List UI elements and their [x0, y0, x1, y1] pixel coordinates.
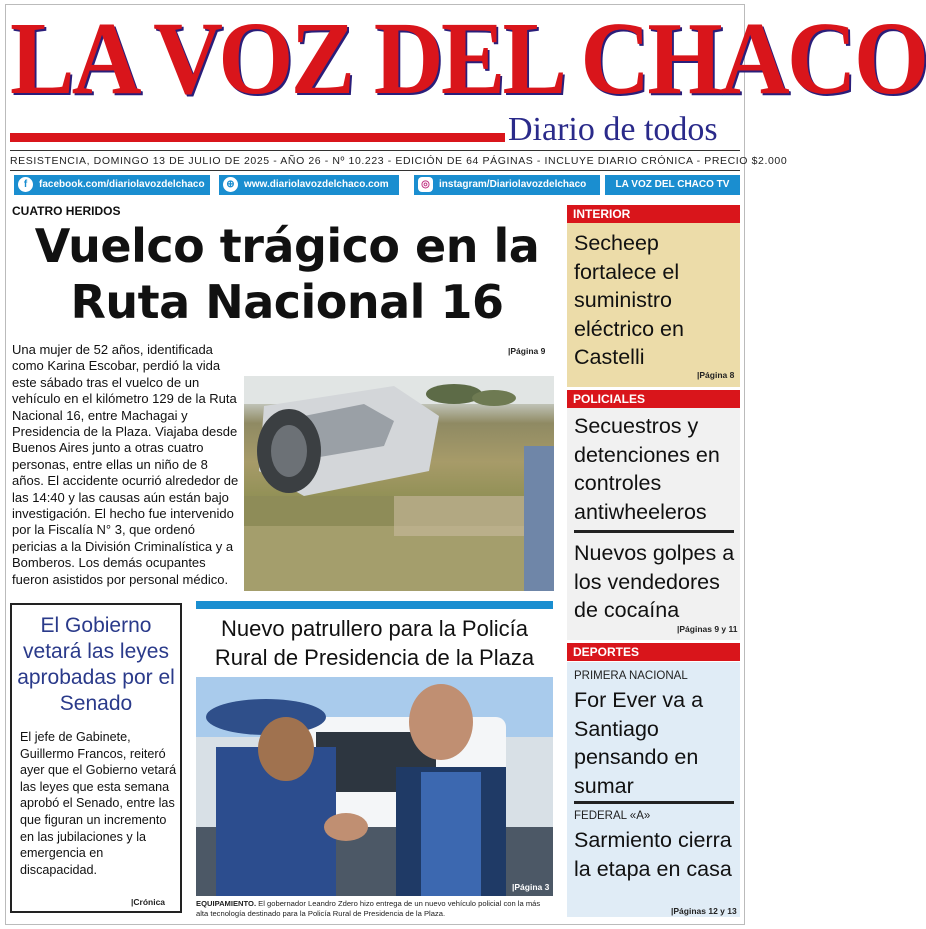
dateline: RESISTENCIA, DOMINGO 13 DE JULIO DE 2025 - AÑO 26 - Nº 10.223 - EDICIÓN DE 64 PÁGINAS - INCLUYE DIARIO CRÓNICA - PRECIO $2.000 [10, 155, 788, 167]
divider [574, 801, 734, 804]
patrol-headline[interactable]: Nuevo patrullero para la Policía Rural de Presidencia de la Plaza [214, 616, 535, 670]
masthead-tagline: Diario de todos [508, 111, 718, 148]
lead-page-ref: |Página 9 [508, 346, 546, 356]
patrol-caption [196, 899, 553, 918]
website-label: www.diariolavozdelchaco.com [244, 179, 389, 190]
facebook-icon: f [18, 177, 33, 192]
caption-text: El gobernador Leandro Zdero hizo entrega de un nuevo vehículo policial con la más alta tecnología destinado para la Policía Rural de Presidencia de la Plaza. [196, 899, 541, 918]
accident-photo [244, 376, 554, 591]
lead-kicker: CUATRO HERIDOS [12, 204, 121, 218]
tv-link[interactable]: LA VOZ DEL CHACO TV [605, 175, 740, 195]
lead-headline[interactable]: Vuelco trágico en la Ruta Nacional 16 [34, 219, 540, 329]
caption-label: EQUIPAMIENTO. [196, 899, 257, 908]
deportes-kicker-1: PRIMERA NACIONAL [574, 670, 688, 682]
patrol-photo [196, 677, 553, 896]
facebook-label: facebook.com/diariolavozdelchaco [39, 179, 205, 190]
deportes-page-ref: |Páginas 12 y 13 [671, 906, 737, 916]
government-box [10, 603, 182, 913]
interior-headline[interactable]: Secheep fortalece el suministro eléctrico en Castelli [574, 231, 684, 369]
policiales-page-ref: |Páginas 9 y 11 [677, 624, 738, 634]
section-tag-deportes[interactable]: DEPORTES [567, 643, 740, 661]
accident-photo-art [244, 376, 554, 591]
facebook-link[interactable] [14, 175, 210, 195]
deportes-kicker-2: FEDERAL «A» [574, 810, 651, 822]
divider [10, 150, 740, 151]
patrol-photo-art [196, 677, 553, 896]
section-tag-policiales[interactable]: POLICIALES [567, 390, 740, 408]
divider [10, 170, 740, 171]
government-page-ref: |Crónica [131, 897, 166, 907]
policiales-headline-2[interactable]: Nuevos golpes a los vendedores de cocaína [574, 541, 735, 622]
section-tag-interior[interactable]: INTERIOR [567, 205, 740, 223]
globe-icon: ⊕ [223, 177, 238, 192]
government-body: El jefe de Gabinete, Guillermo Francos, reiteró ayer que el Gobierno vetará las leyes que esta semana aprobó el Senado, entre las que figuran un incremento en las jubilaciones y la emergencia en discapacidad. [20, 730, 177, 877]
instagram-label: instagram/Diariolavozdelchaco [439, 179, 587, 190]
masthead-title: LA VOZ DEL CHACO [10, 1, 926, 116]
divider [574, 530, 734, 533]
lead-body: Una mujer de 52 años, identificada como Karina Escobar, perdió la vida este sábado tras el vuelco de un vehículo en el kilómetro 129 de la Ruta Nacional 16, entre Machagai y Presidencia de la Plaza. Viajaba desde Buenos Aires junto a otras cuatro personas, entre ellas un niño de 8 años. El accidente ocurrió alrededor de las 14:40 y las causas aún están bajo investigación. El hecho fue intervenido por la Fiscalía N° 3, que ordenó pericias a la División Criminalística y a Bomberos. Los demás ocupantes fueron asistidos por personal médico. [12, 342, 239, 587]
masthead-red-bar [10, 133, 505, 142]
patrol-blue-rule [196, 601, 553, 609]
patrol-page-ref: |Página 3 [512, 882, 550, 892]
policiales-headline-1[interactable]: Secuestros y detenciones en controles antiwheeleros [574, 414, 720, 524]
instagram-link[interactable] [414, 175, 600, 195]
deportes-headline-1[interactable]: For Ever va a Santiago pensando en sumar [574, 688, 704, 798]
interior-page-ref: |Página 8 [697, 370, 735, 380]
website-link[interactable] [219, 175, 399, 195]
instagram-icon: ◎ [418, 177, 433, 192]
deportes-headline-2[interactable]: Sarmiento cierra la etapa en casa [574, 828, 732, 881]
government-headline[interactable]: El Gobierno vetará las leyes aprobadas por el Senado [17, 614, 175, 715]
